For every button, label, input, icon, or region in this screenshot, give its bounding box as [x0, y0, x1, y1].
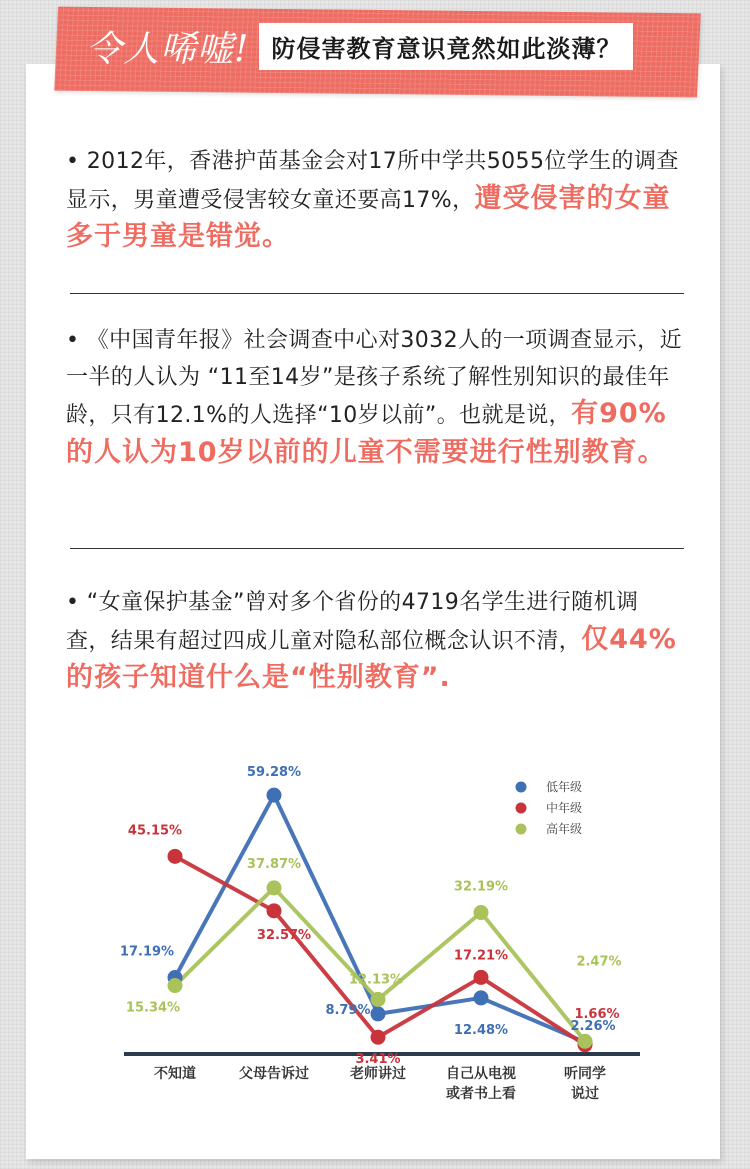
data-point — [578, 1034, 593, 1049]
data-label: 32.19% — [453, 879, 509, 895]
legend-label: 低年级 — [546, 780, 583, 794]
banner-title — [86, 22, 633, 70]
divider — [70, 293, 684, 294]
data-label: 2.26% — [570, 1019, 616, 1035]
bullet: • — [66, 328, 80, 353]
section-3-paragraph — [66, 585, 682, 699]
data-point — [474, 970, 489, 985]
data-label: 15.34% — [125, 1000, 181, 1016]
data-label: 45.15% — [127, 823, 183, 839]
data-label: 32.57% — [256, 927, 312, 943]
data-point — [371, 1006, 386, 1021]
legend-marker — [516, 803, 527, 814]
data-point — [267, 903, 282, 918]
data-label: 2.47% — [576, 954, 622, 970]
survey-line-chart — [100, 740, 660, 1120]
data-point — [168, 849, 183, 864]
x-tick-label: 自己从电视或者书上看 — [446, 1066, 516, 1102]
data-label: 17.19% — [119, 944, 175, 960]
banner-script-text: 令人唏嘘! — [86, 28, 250, 70]
divider — [70, 548, 684, 549]
data-label: 3.41% — [355, 1052, 401, 1068]
data-label: 12.13% — [348, 972, 404, 988]
data-point — [371, 1030, 386, 1045]
bullet: • — [66, 149, 80, 174]
section-2-paragraph — [66, 323, 682, 473]
data-point — [474, 990, 489, 1005]
legend-label: 中年级 — [546, 801, 583, 815]
section-3-highlight: 仅44%的孩子知道什么是“性别教育”. — [66, 623, 677, 693]
bullet: • — [66, 590, 80, 615]
legend-marker — [516, 824, 527, 835]
banner-headline: 防侵害教育意识竟然如此淡薄？ — [259, 23, 633, 70]
x-tick-label: 老师讲过 — [350, 1066, 406, 1082]
data-label: 1.66% — [574, 1006, 620, 1022]
section-2-text: 《中国青年报》社会调查中心对3032人的一项调查显示，近一半的人认为 “11至14岁”是孩子系统了解性别知识的最佳年龄，只有12.1%的人选择“10岁以前”。也就是说， — [66, 328, 682, 428]
data-point — [371, 992, 386, 1007]
x-tick-label: 不知道 — [154, 1066, 196, 1082]
data-point — [168, 978, 183, 993]
x-tick-label: 父母告诉过 — [239, 1066, 309, 1082]
data-point — [474, 905, 489, 920]
data-label: 17.21% — [453, 948, 509, 964]
data-label: 12.48% — [453, 1022, 509, 1038]
data-label: 8.79% — [325, 1002, 371, 1018]
data-point — [267, 788, 282, 803]
data-point — [267, 880, 282, 895]
legend-label: 高年级 — [546, 822, 583, 836]
section-2-highlight: 有90%的人认为10岁以前的儿童不需要进行性别教育。 — [66, 398, 667, 468]
section-1-highlight: 遭受侵害的女童多于男童是错觉。 — [66, 182, 671, 252]
legend-marker — [516, 782, 527, 793]
section-1-paragraph — [66, 144, 682, 258]
x-tick-label: 听同学说过 — [564, 1066, 606, 1102]
section-3-text: “女童保护基金”曾对多个省份的4719名学生进行随机调查，结果有超过四成儿童对隐私部位概念认识不清， — [66, 590, 639, 654]
data-label: 59.28% — [246, 765, 302, 781]
section-1-text: 2012年，香港护苗基金会对17所中学共5055位学生的调查显示，男童遭受侵害较女童还要高17%， — [66, 149, 679, 213]
data-label: 37.87% — [246, 856, 302, 872]
